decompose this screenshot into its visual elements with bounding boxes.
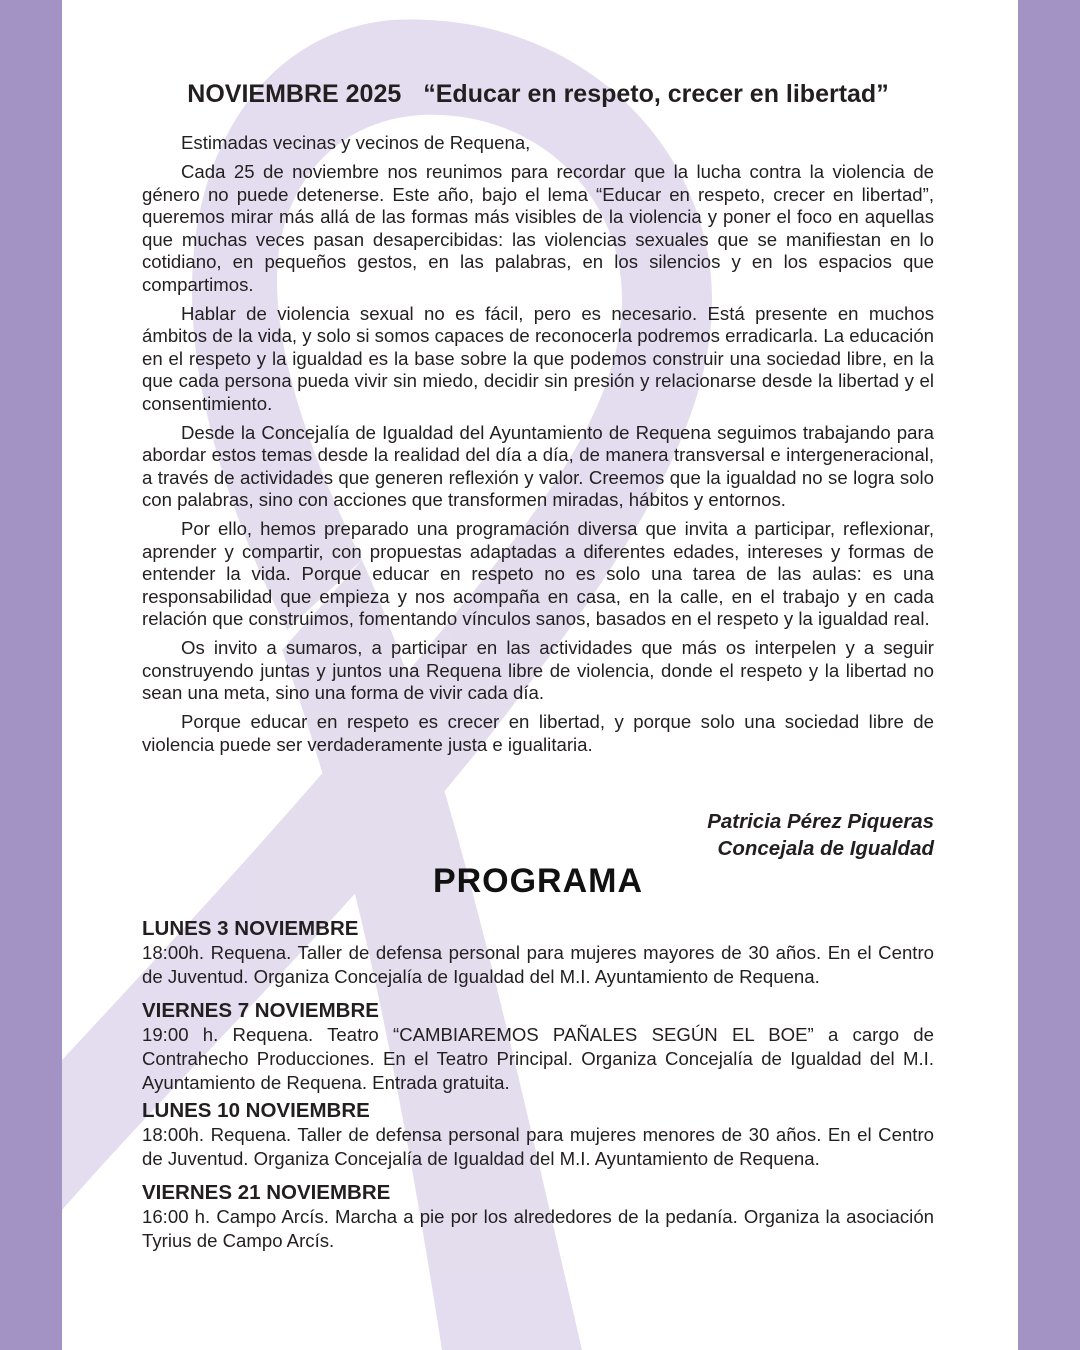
event-item: [142, 1099, 934, 1171]
event-description: 19:00 h. Requena. Teatro “CAMBIAREMOS PAÑALES SEGÚN EL BOE” a cargo de Contrahecho Producciones. En el Teatro Principal. Organiza Concejalía de Igualdad del M.I. Ayuntamiento de Requena. Entrada gratuita.: [142, 1024, 934, 1093]
event-day: VIERNES 21 NOVIEMBRE: [142, 1181, 391, 1204]
page-title: [100, 80, 976, 109]
event-item: [142, 917, 934, 989]
signature: [142, 808, 934, 862]
letter-paragraph: Hablar de violencia sexual no es fácil, pero es necesario. Está presente en muchos ámbitos de la vida, y solo si somos capaces de reconocerla podremos erradicarla. La educación en el respeto y la igualdad es la base sobre la que podemos construir una sociedad libre, en la que cada persona pueda vivir sin miedo, decidir sin presión y relacionarse desde la libertad y el consentimiento.: [142, 302, 934, 414]
event-day: LUNES 10 NOVIEMBRE: [142, 1099, 370, 1122]
event-day: VIERNES 7 NOVIEMBRE: [142, 999, 379, 1022]
signature-name: Patricia Pérez Piqueras: [707, 810, 934, 833]
poster-page: [62, 0, 1018, 1350]
letter-paragraph: Desde la Concejalía de Igualdad del Ayuntamiento de Requena seguimos trabajando para abordar estos temas desde la realidad del día a día, de manera transversal e intergeneracional, a través de actividades que generen reflexión y valor. Creemos que la igualdad no se logra solo con palabras, sino con acciones que transformen miradas, hábitos y entornos.: [142, 421, 934, 510]
event-item: [142, 999, 934, 1095]
letter-paragraph: Cada 25 de noviembre nos reunimos para recordar que la lucha contra la violencia de género no puede detenerse. Este año, bajo el lema “Educar en respeto, crecer en libertad”, queremos mirar más allá de las formas más visibles de la violencia y poner el foco en aquellas que muchas veces pasan desapercibidas: las violencias sexuales que se manifiestan en lo cotidiano, en pequeños gestos, en las palabras, en los silencios y en los espacios que compartimos.: [142, 161, 934, 295]
letter-body: [142, 132, 934, 763]
letter-closing: Porque educar en respeto es crecer en libertad, y porque solo una sociedad libre de violencia puede ser verdaderamente justa e igualitaria.: [142, 711, 934, 755]
letter-greeting: Estimadas vecinas y vecinos de Requena,: [181, 132, 531, 153]
event-day: LUNES 3 NOVIEMBRE: [142, 917, 359, 940]
letter-paragraph: Por ello, hemos preparado una programación diversa que invita a participar, reflexionar, aprender y compartir, con propuestas adaptadas a diferentes edades, intereses y formas de entender la vida. Porque educar en respeto no es solo una tarea de las aulas: es una responsabilidad que empieza y nos acompaña en casa, en la calle, en el trabajo y en cada relación que construimos, fomentando vínculos sanos, basados en el respeto y la igualdad real.: [142, 518, 934, 629]
title-month: NOVIEMBRE 2025: [187, 80, 402, 108]
event-description: 18:00h. Requena. Taller de defensa personal para mujeres menores de 30 años. En el Centro de Juventud. Organiza Concejalía de Igualdad del M.I. Ayuntamiento de Requena.: [142, 1124, 934, 1169]
title-motto: “Educar en respeto, crecer en libertad”: [423, 80, 889, 108]
event-description: 18:00h. Requena. Taller de defensa personal para mujeres mayores de 30 años. En el Centro de Juventud. Organiza Concejalía de Igualdad del M.I. Ayuntamiento de Requena.: [142, 942, 934, 987]
event-item: [142, 1181, 934, 1253]
signature-role: Concejala de Igualdad: [717, 837, 934, 860]
letter-paragraph: Os invito a sumaros, a participar en las actividades que más os interpelen y a seguir construyendo juntas y juntos una Requena libre de violencia, donde el respeto y la libertad no sean una meta, sino una forma de vivir cada día.: [142, 637, 934, 703]
programa-heading: PROGRAMA: [432, 862, 644, 900]
event-description: 16:00 h. Campo Arcís. Marcha a pie por los alrededores de la pedanía. Organiza la asociación Tyrius de Campo Arcís.: [142, 1206, 934, 1251]
